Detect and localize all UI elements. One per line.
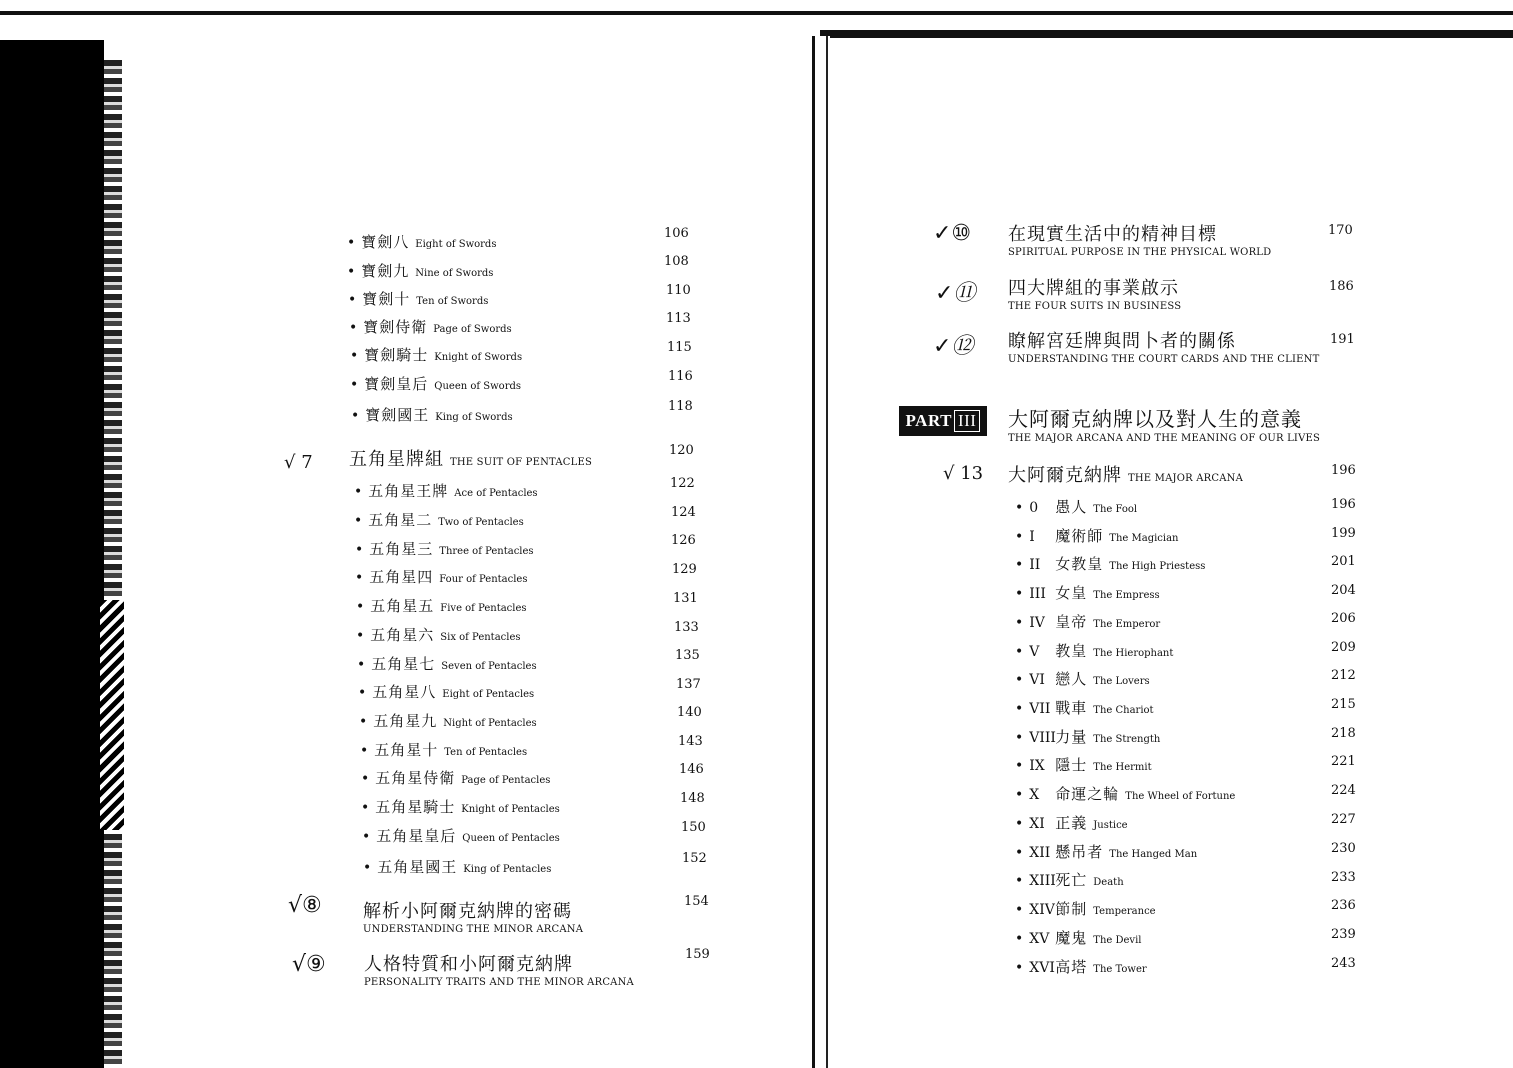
scan-left-border [0,40,104,1068]
part-label-box: PART III [899,406,987,436]
page-number: 137 [676,677,701,692]
page-number: 224 [1331,783,1356,798]
page-number: 212 [1331,668,1356,683]
page-number: 118 [668,399,693,414]
page-number: 135 [675,648,700,663]
toc-item: • 五角星四 Four of Pentacles [355,568,528,586]
toc-item: • 五角星三 Three of Pentacles [355,540,534,558]
page-number: 201 [1331,554,1356,569]
page-number: 140 [677,705,702,720]
scan-top-line-right [820,30,1513,38]
check-mark: ✓⑫ [933,334,974,359]
page-number: 129 [672,562,697,577]
toc-item: • 五角星六 Six of Pentacles [356,626,521,644]
page-number: 106 [664,226,689,241]
toc-item: • 五角星皇后 Queen of Pentacles [362,827,560,845]
toc-item: • XII 懸吊者 The Hanged Man [1015,843,1198,861]
scan-top-line [0,11,1513,15]
page-number: 243 [1331,956,1356,971]
toc-item: • IV 皇帝 The Emperor [1015,613,1161,631]
toc-item: • 寶劍國王 King of Swords [351,406,513,424]
page-number: 108 [664,254,689,269]
toc-item: • 五角星騎士 Knight of Pentacles [361,798,560,816]
toc-item: • 寶劍騎士 Knight of Swords [350,346,523,364]
page-number: 124 [671,505,696,520]
toc-item: • 五角星九 Night of Pentacles [359,712,537,730]
page-number: 206 [1331,611,1356,626]
page-number: 209 [1331,640,1356,655]
toc-item: • VII 戰車 The Chariot [1015,699,1154,717]
section-heading: 大阿爾克納牌 THE MAJOR ARCANA [1008,465,1244,486]
check-mark: ✓⑪ [935,281,976,306]
check-mark: √ 13 [943,463,984,484]
page-number: 146 [679,762,704,777]
page-number: 186 [1329,279,1354,294]
toc-item: • XIII死亡 Death [1015,871,1124,889]
toc-item: • 0 愚人 The Fool [1015,498,1138,516]
page-curl [100,600,124,830]
page-number: 196 [1331,497,1356,512]
chapter-heading: 在現實生活中的精神目標 SPIRITUAL PURPOSE IN THE PHYSICAL WORLD [1008,224,1272,258]
toc-item: • IX 隱士 The Hermit [1015,756,1152,774]
page-number: 218 [1331,726,1356,741]
check-mark: √⑨ [292,952,326,977]
page-number: 227 [1331,812,1356,827]
page-number: 159 [685,947,710,962]
toc-item: • I 魔術師 The Magician [1015,527,1179,545]
toc-item: • 五角星王牌 Ace of Pentacles [354,482,538,500]
page-number: 230 [1331,841,1356,856]
page-number: 115 [667,340,692,355]
page-number: 170 [1328,223,1353,238]
page-number: 236 [1331,898,1356,913]
page-number: 150 [681,820,706,835]
toc-item: • 五角星七 Seven of Pentacles [357,655,537,673]
page-number: 154 [684,894,709,909]
page-number: 152 [682,851,707,866]
page-number: 143 [678,734,703,749]
check-mark: √⑧ [288,893,322,918]
toc-item: • 五角星侍衛 Page of Pentacles [361,769,551,787]
page-number: 126 [671,533,696,548]
toc-item: • 寶劍皇后 Queen of Swords [350,375,522,393]
page-number: 233 [1331,870,1356,885]
chapter-heading: 瞭解宮廷牌與問卜者的關係 UNDERSTANDING THE COURT CARDS AND THE CLIENT [1008,331,1320,365]
page-number: 204 [1331,583,1356,598]
page-number: 148 [680,791,705,806]
chapter-heading: 四大牌組的事業啟示 THE FOUR SUITS IN BUSINESS [1008,278,1182,312]
chapter-heading: 解析小阿爾克納牌的密碼 UNDERSTANDING THE MINOR ARCANA [363,901,584,935]
check-mark: ✓⑩ [933,221,972,246]
toc-item: • 五角星八 Eight of Pentacles [358,683,535,701]
check-mark: √ 7 [284,452,313,473]
toc-item: • X 命運之輪 The Wheel of Fortune [1015,785,1236,803]
page-number: 110 [666,283,691,298]
page-number: 116 [668,369,693,384]
page-number: 122 [670,476,695,491]
page-number: 113 [666,311,691,326]
toc-item: • XVI高塔 The Tower [1015,958,1147,976]
toc-item: • VIII力量 The Strength [1015,728,1161,746]
toc-item: • 五角星五 Five of Pentacles [356,597,527,615]
toc-item: • III 女皇 The Empress [1015,584,1160,602]
toc-item: • XI 正義 Justice [1015,814,1128,832]
page-number: 131 [673,591,698,606]
toc-item: • 寶劍八 Eight of Swords [347,233,497,251]
page-number: 199 [1331,526,1356,541]
toc-item: • XIV節制 Temperance [1015,900,1156,918]
page-number: 191 [1330,332,1355,347]
toc-item: • 五角星十 Ten of Pentacles [360,741,528,759]
page-number: 133 [674,620,699,635]
page-number: 215 [1331,697,1356,712]
page-edge [104,60,122,1068]
part-heading: 大阿爾克納牌以及對人生的意義 THE MAJOR ARCANA AND THE MEANING OF OUR LIVES [1008,407,1321,444]
page-number: 221 [1331,754,1356,769]
toc-item: • 寶劍十 Ten of Swords [348,290,489,308]
chapter-heading: 人格特質和小阿爾克納牌 PERSONALITY TRAITS AND THE MINOR ARCANA [364,954,634,988]
page-number: 120 [669,443,694,458]
toc-item: • VI 戀人 The Lovers [1015,670,1150,688]
toc-item: • V 教皇 The Hierophant [1015,642,1174,660]
toc-item: • 寶劍侍衛 Page of Swords [349,318,512,336]
toc-item: • XV 魔鬼 The Devil [1015,929,1142,947]
page-number: 196 [1331,463,1356,478]
toc-item: • 五角星二 Two of Pentacles [354,511,524,529]
book-spine [808,36,830,1068]
section-heading: 五角星牌組 THE SUIT OF PENTACLES [349,449,593,470]
page-number: 239 [1331,927,1356,942]
toc-item: • 五角星國王 King of Pentacles [363,858,552,876]
toc-item: • 寶劍九 Nine of Swords [347,262,494,280]
toc-item: • II 女教皇 The High Priestess [1015,555,1206,573]
